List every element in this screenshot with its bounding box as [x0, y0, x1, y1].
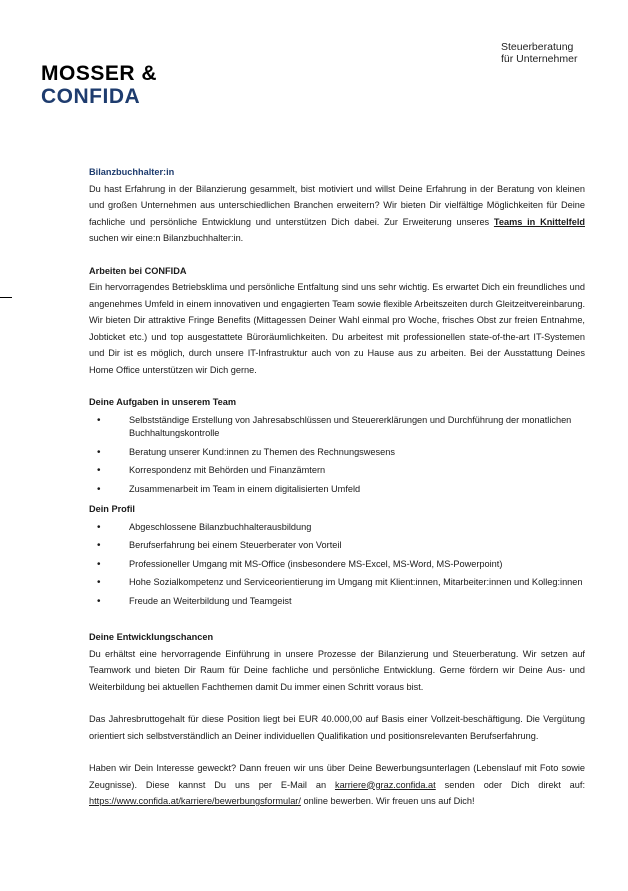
bullet-icon: •: [97, 558, 101, 570]
list-item: [89, 558, 585, 572]
job-posting: [89, 164, 585, 810]
development-heading: Deine Entwicklungschancen: [89, 632, 214, 642]
profile-text: Professioneller Umgang mit MS-Office (insbesondere MS-Excel, MS-Word, MS-Powerpoint): [129, 558, 503, 569]
email-link[interactable]: karriere@graz.confida.at: [334, 779, 436, 790]
company-tagline: [501, 41, 577, 65]
tasks-list: [89, 414, 585, 497]
list-item: [89, 576, 585, 590]
task-text: Korrespondenz mit Behörden und Finanzämtern: [129, 465, 326, 475]
bullet-icon: •: [97, 595, 101, 607]
list-item: [89, 483, 585, 497]
profile-text: Hohe Sozialkompetenz und Serviceorientierung im Umgang mit Klient:innen, Mitarbeiter:innen und Kolleg:innen: [129, 577, 583, 587]
profile-text: Freude an Weiterbildung und Teamgeist: [129, 595, 292, 606]
bullet-icon: •: [97, 446, 101, 458]
contact-text-middle: senden oder Dich direkt auf:: [435, 779, 585, 790]
task-text: Beratung unserer Kund:innen zu Themen des Rechnungswesens: [129, 446, 395, 457]
application-form-link[interactable]: https://www.confida.at/karriere/bewerbungsformular/: [89, 796, 301, 806]
bullet-icon: •: [97, 483, 101, 495]
margin-mark: [0, 297, 12, 298]
logo-line-1: MOSSER &: [41, 62, 158, 85]
list-item: [89, 539, 585, 553]
job-title: Bilanzbuchhalter:in: [89, 167, 175, 177]
contact-text-end: online bewerben. Wir freuen uns auf Dich!: [300, 796, 475, 806]
contact-paragraph: [89, 760, 585, 810]
company-logo: [41, 62, 157, 108]
salary-paragraph: Das Jahresbruttogehalt für diese Position liegt bei EUR 40.000,00 auf Basis einer Vollzeit-beschäftigung. Die Vergütung orientiert sich selbstverständlich an Deiner individuellen Qualifikation und positionsrelevanten Berufserfahrung.: [89, 714, 585, 741]
confida-heading: Arbeiten bei CONFIDA: [89, 265, 187, 276]
list-item: [89, 595, 585, 609]
intro-paragraph: [89, 181, 585, 247]
task-text: Zusammenarbeit im Team in einem digitalisierten Umfeld: [129, 483, 361, 494]
intro-text-end: suchen wir eine:n Bilanzbuchhalter:in.: [89, 233, 244, 243]
list-item: [89, 521, 585, 535]
tagline-line-2: für Unternehmer: [501, 53, 578, 65]
task-text: Selbstständige Erstellung von Jahresabschlüssen und Steuererklärungen und Durchführung der monatlichen Buchhaltungskontrolle: [129, 414, 572, 438]
contact-text: Haben wir Dein Interesse geweckt? Dann freuen wir uns über Deine Bewerbungsunterlagen (Lebenslauf mit Foto sowie Zeugnisse). Diese kannst Du uns per E-Mail an: [89, 763, 585, 790]
tagline-line-1: Steuerberatung: [501, 41, 574, 53]
tasks-heading: Deine Aufgaben in unserem Team: [89, 397, 237, 407]
profile-heading: Dein Profil: [89, 504, 135, 514]
profile-text: Berufserfahrung bei einem Steuerberater von Vorteil: [129, 540, 342, 550]
list-item: [89, 464, 585, 478]
bullet-icon: •: [97, 414, 101, 426]
profile-list: [89, 521, 585, 609]
logo-line-2: CONFIDA: [41, 85, 141, 108]
profile-text: Abgeschlossene Bilanzbuchhalterausbildung: [129, 521, 312, 532]
bullet-icon: •: [97, 540, 101, 551]
bullet-icon: •: [97, 521, 101, 533]
confida-paragraph: Ein hervorragendes Betriebsklima und persönliche Entfaltung sind uns sehr wichtig. Es erwartet Dich ein freundliches und angenehmes Umfeld in einem innovativen und engagierten Team sowie flexible Arbeitszeiten durch Gleitzeitvereinbarung. Wir bieten Dir attraktive Fringe Benefits (Mittagessen Deiner Wahl einmal pro Woche, frisches Obst zur freien Entnahme, Jobticket etc.) und top ausgestattete Büroräumlichkeiten. Du arbeitest mit professionellen state-of-the-art IT-Systemen und Dir ist es möglich, durch unsere IT-Infrastruktur auch von zu Hause aus zu arbeiten. Bei der Ausstattung Deines Home Office unterstützen wir Dich gerne.: [89, 282, 585, 375]
list-item: [89, 446, 585, 460]
list-item: [89, 414, 585, 441]
team-knittelfeld-link[interactable]: Teams in Knittelfeld: [493, 216, 585, 227]
bullet-icon: •: [97, 465, 101, 476]
development-paragraph: Du erhältst eine hervorragende Einführung in unsere Prozesse der Bilanzierung und Steuerberatung. Wir setzen auf Teamwork und bieten Dir Raum für Deine fachliche und persönliche Entwicklung. Gerne fördern wir Deine Aus- und Weiterbildung bei aktuellen Fachthemen damit Du immer einen Schritt voraus bist.: [89, 648, 585, 692]
intro-text: Du hast Erfahrung in der Bilanzierung gesammelt, bist motiviert und willst Deine Erfahrung in der Beratung von kleinen und großen Unternehmen aus unterschiedlichen Branchen erweitern? Wir bieten Dir vielfältige Möglichkeiten für Deine fachliche und persönliche Entwicklung und unterstützen Dich dabei. Zur Erweiterung unseres: [89, 183, 585, 227]
bullet-icon: •: [97, 577, 101, 588]
